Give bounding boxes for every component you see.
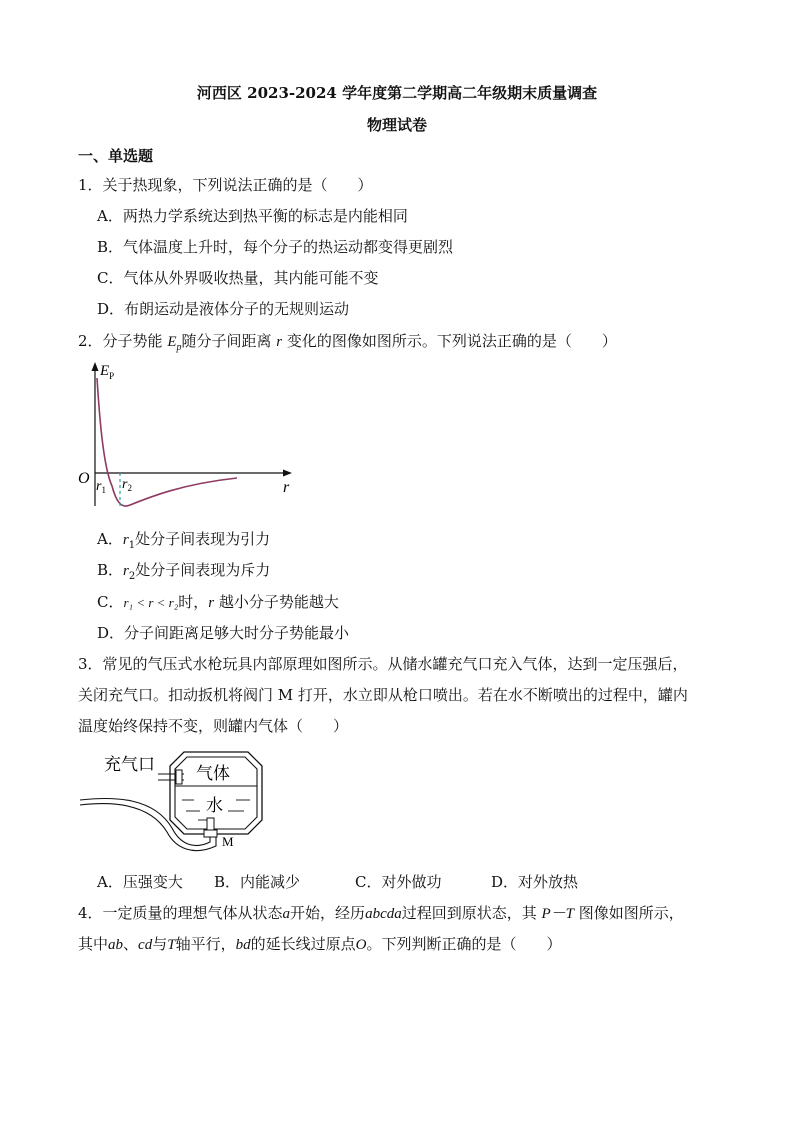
- y-axis-label: $E_P$: [100, 363, 115, 381]
- q2-option-b: B．$r_2$处分子间表现为斥力: [97, 561, 271, 582]
- q3-stem-line2: 关闭充气口。扣动扳机将阀门 M 打开，水立即从枪口喷出。若在水不断喷出的过程中，罐内: [78, 686, 688, 704]
- q2-option-c: C．r₁ < r < r₂时，r 越小分子势能越大: [97, 593, 339, 611]
- r2-label: $r_2$: [122, 477, 132, 493]
- water-gun-diagram: [76, 748, 276, 858]
- hose-outer: [80, 798, 210, 845]
- r1-label: $r_1$: [96, 479, 106, 495]
- q1-option-c: C．气体从外界吸收热量，其内能可能不变: [97, 269, 379, 287]
- q1-option-a: A．两热力学系统达到热平衡的标志是内能相同: [97, 207, 408, 225]
- inlet-label: 充气口: [104, 755, 155, 774]
- q1-option-d: D．布朗运动是液体分子的无规则运动: [97, 300, 350, 318]
- q4-stem-line1: 4．一定质量的理想气体从状态a开始，经历abcda过程回到原状态，其 P－T 图像如图所示，: [78, 904, 684, 922]
- q1-stem: 1．关于热现象，下列说法正确的是（ ）: [78, 176, 373, 194]
- potential-energy-graph: [72, 356, 302, 516]
- valve-label: M: [222, 834, 234, 849]
- x-axis-label: r: [283, 479, 290, 496]
- q3-stem-line1: 3．常见的气压式水枪玩具内部原理如图所示。从储水罐充气口充入气体，达到一定压强后，: [78, 655, 688, 673]
- q2-option-d: D．分子间距离足够大时分子势能最小: [97, 624, 350, 642]
- section-heading: 一、单选题: [78, 147, 154, 165]
- inlet-valve: [176, 770, 182, 784]
- q3-option-b: B．内能减少: [214, 873, 301, 891]
- q3-stem-line3: 温度始终保持不变，则罐内气体（ ）: [78, 717, 349, 735]
- q3-option-d: D．对外放热: [491, 873, 579, 891]
- origin-label: O: [78, 470, 90, 487]
- ep-curve: [97, 378, 237, 506]
- y-axis-arrow: [92, 362, 99, 371]
- q3-option-a: A．压强变大: [97, 873, 183, 891]
- q2-option-a: A．$r_1$处分子间表现为引力: [97, 530, 271, 551]
- q3-option-c: C．对外做功: [355, 873, 442, 891]
- q2-stem: 2．分子势能 $E_p$随分子间距离 r 变化的图像如图所示。下列说法正确的是（ ）: [78, 332, 617, 353]
- page-title: 河西区 2023-2024 学年度第二学期高二年级期末质量调查: [196, 84, 598, 102]
- page-subtitle: 物理试卷: [366, 116, 427, 134]
- q4-stem-line2: 其中ab、cd与T轴平行，bd的延长线过原点O。下列判断正确的是（ ）: [78, 935, 562, 953]
- water-label: 水: [206, 796, 223, 815]
- gas-label: 气体: [196, 764, 230, 783]
- q1-option-b: B．气体温度上升时，每个分子的热运动都变得更剧烈: [97, 238, 454, 256]
- x-axis-arrow: [283, 470, 292, 477]
- valve-m: [204, 830, 217, 837]
